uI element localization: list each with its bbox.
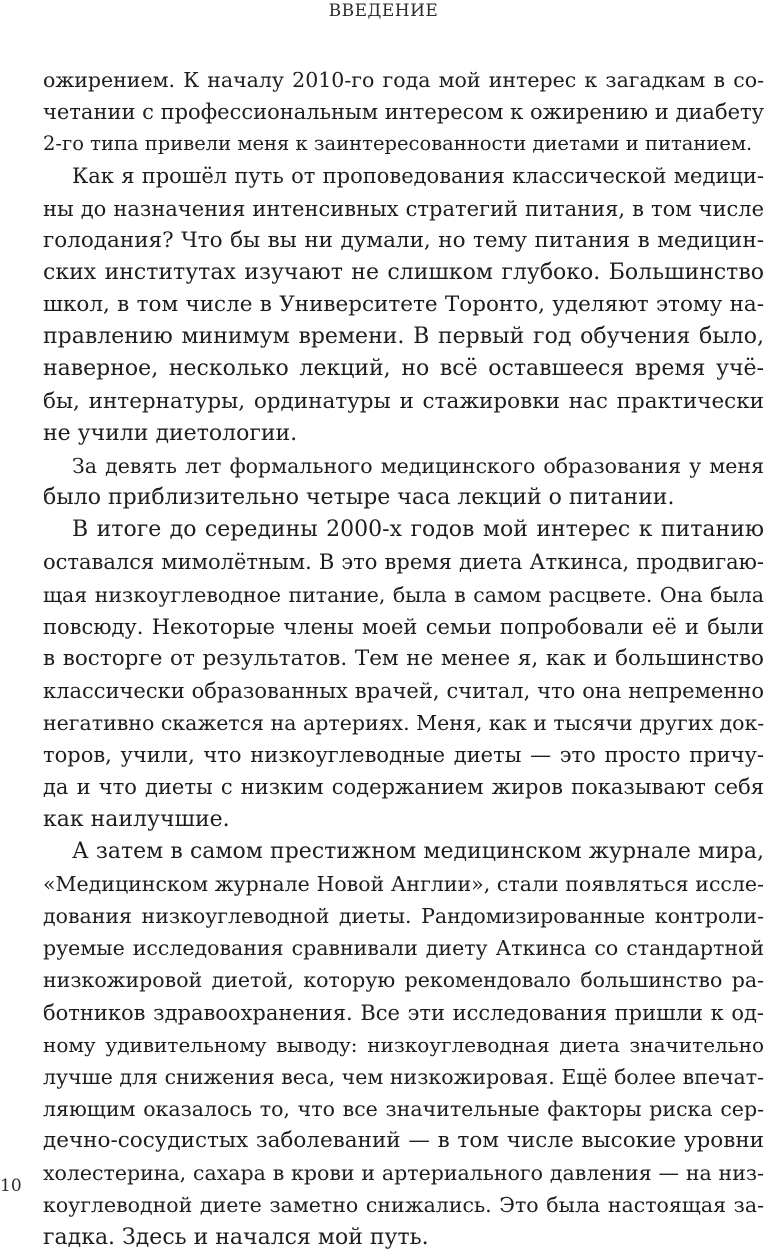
text-line: повсюду. Некоторые члены моей семьи попробовали её и были (43, 614, 764, 639)
body-text (43, 64, 764, 1254)
paragraph (43, 64, 764, 160)
text-line: ны до назначения интенсивных стратегий питания, в том числе (43, 196, 764, 221)
text-line: В итоге до середины 2000-х годов мой интерес к питанию (72, 517, 764, 543)
text-line: да и что диеты с низким содержанием жиров показывают себя (43, 775, 764, 800)
paragraph (43, 514, 764, 836)
text-line: Как я прошёл путь от проповедования классической медици- (72, 164, 764, 189)
text-line: правлению минимум времени. В первый год обучения было, (43, 324, 764, 350)
text-line: За девять лет формального медицинского образования у меня (72, 453, 764, 478)
running-header: ВВЕДЕНИЕ (328, 1, 439, 21)
paragraph (43, 836, 764, 1254)
text-line: торов, учили, что низкоуглеводные диеты — это просто причу- (43, 743, 764, 768)
text-line: лучше для снижения веса, чем низкожировая. Ещё более впечат- (43, 1064, 764, 1089)
text-line: ожирением. К началу 2010-го года мой интерес к загадкам в со- (43, 68, 764, 92)
text-line: дечно-сосудистых заболеваний — в том числе высокие уровни (43, 1128, 764, 1154)
text-line: ляющим оказалось то, что все значительные факторы риска сер- (43, 1097, 764, 1121)
paragraph (43, 160, 764, 449)
text-line: гадка. Здесь и начался мой путь. (43, 1224, 429, 1250)
text-line: руемые исследования сравнивали диету Аткинса со стандартной (43, 936, 764, 961)
text-line: ских институтах изучают не слишком глубоко. Большинство (43, 259, 764, 285)
text-line: ботников здравоохранения. Все эти исследования пришли к од- (43, 1000, 764, 1025)
text-line: «Медицинском журнале Новой Англии», стали появляться иссле- (43, 871, 764, 896)
paragraph (43, 450, 764, 514)
text-line: классически образованных врачей, считал, что она непременно (43, 678, 764, 703)
text-line: как наилучшие. (43, 806, 230, 832)
text-line: было приблизительно четыре часа лекций о питании. (43, 485, 675, 511)
text-line: А затем в самом престижном медицинском журнале мира, (72, 838, 764, 864)
text-line: коуглеводной диете заметно снижались. Это была настоящая за- (43, 1193, 764, 1218)
text-line: голодания? Что бы вы ни думали, но тему питания в медицин- (43, 227, 764, 253)
text-line: бы, интернатуры, ординатуры и стажировки нас практически (43, 388, 764, 414)
text-line: низкожировой диетой, которую рекомендовало большинство ра- (43, 968, 764, 993)
text-line: оставался мимолётным. В это время диета Аткинса, продвигаю- (43, 550, 764, 575)
text-line: ному удивительному выводу: низкоуглеводная диета значительно (43, 1032, 764, 1057)
text-line: четании с профессиональным интересом к ожирению и диабету (43, 100, 764, 125)
text-line: 2-го типа привели меня к заинтересованности диетами и питанием. (43, 132, 753, 156)
text-line: дования низкоуглеводной диеты. Рандомизированные контроли- (43, 904, 764, 929)
text-line: не учили диетологии. (43, 420, 298, 446)
text-line: наверное, несколько лекций, но всё оставшееся время учё- (43, 356, 764, 382)
text-line: щая низкоуглеводное питание, была в самом расцвете. Она была (43, 582, 764, 607)
text-line: негативно скажется на артериях. Меня, как и тысячи других док- (43, 711, 764, 736)
text-line: холестерина, сахара в крови и артериального давления — на низ- (43, 1161, 764, 1186)
page-number: 10 (0, 1176, 22, 1196)
text-line: школ, в том числе в Университете Торонто, уделяют этому на- (43, 292, 764, 318)
text-line: в восторге от результатов. Тем не менее я, как и большинство (43, 645, 764, 671)
